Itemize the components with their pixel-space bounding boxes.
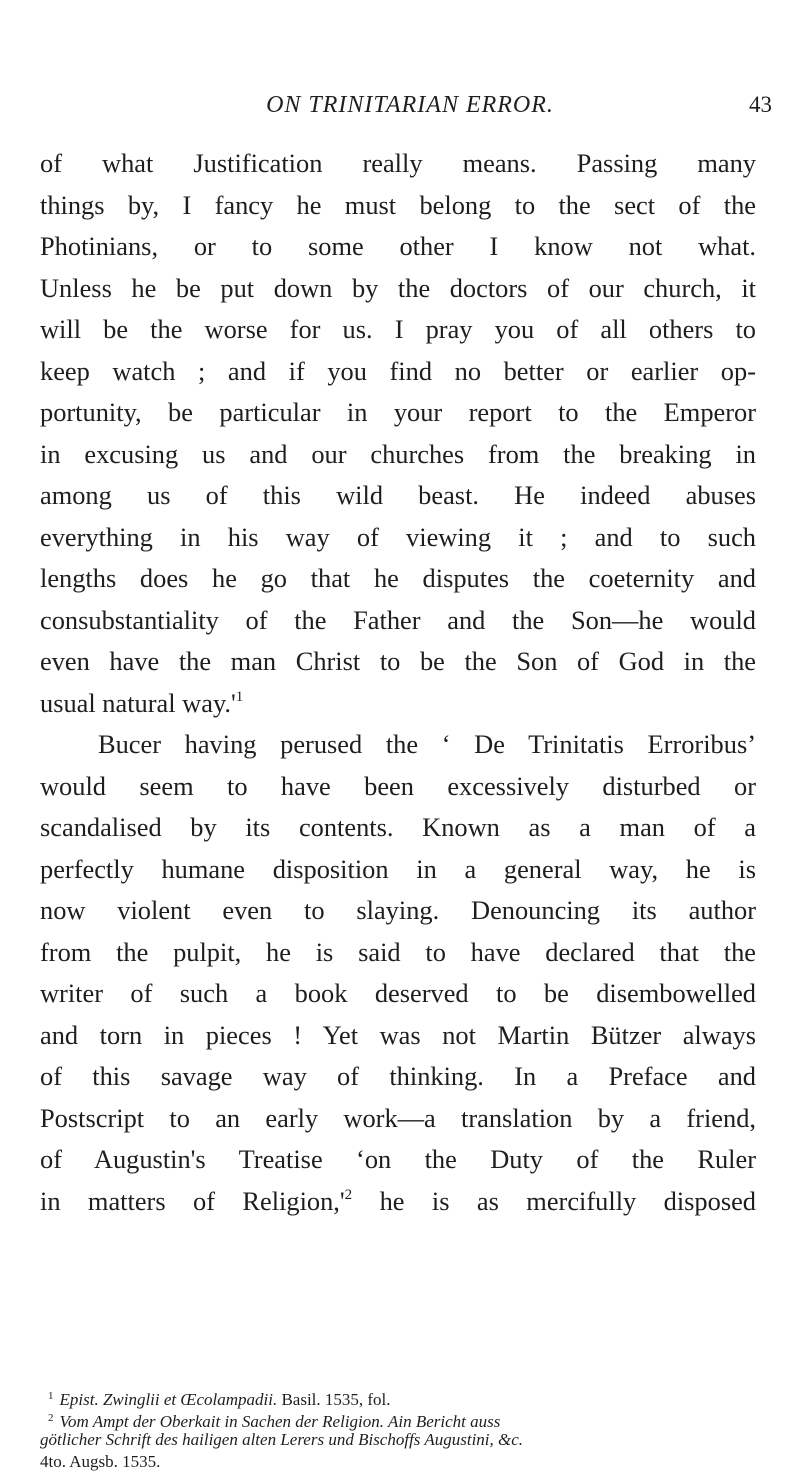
text-line (40, 683, 756, 725)
page-header (40, 88, 780, 122)
text-line: of Augustin's Treatise ‘on the Duty of the Ruler (40, 1144, 756, 1174)
text-line: will be the worse for us. I pray you of all others to (40, 314, 756, 344)
text-line: would seem to have been excessively disturbed or (40, 770, 756, 801)
text-line: in excusing us and our churches from the breaking in (40, 438, 756, 469)
text-line: of this savage way of thinking. In a Preface and (40, 1061, 756, 1091)
footnote-ref[interactable]: 2 (344, 1186, 353, 1203)
text-line: of what Justification really means. Passing many (40, 148, 756, 178)
text-line-content: he is as mercifully disposed (352, 1185, 756, 1216)
text-line: Postscript to an early work—a translation by a friend, (40, 1102, 756, 1133)
body-text (40, 143, 756, 1222)
footnote-citation: Vom Ampt der Oberkait in Sachen der Religion. Ain Bericht auss (59, 1412, 501, 1431)
footnote-2-continued: götlicher Schrift des hailigen alten Lerers und Bischoffs Augustini, &c. (40, 1430, 524, 1449)
text-line-content: usual natural way.' (40, 687, 236, 718)
text-line-content: in matters of Religion,' (40, 1185, 345, 1216)
footnote-ref[interactable]: 1 (235, 688, 244, 705)
text-line: scandalised by its contents. Known as a man of a (40, 812, 756, 842)
text-line: keep watch ; and if you find no better or earlier op- (40, 355, 756, 386)
text-line: perfectly humane disposition in a general way, he is (40, 853, 756, 884)
text-line: portunity, be particular in your report to the Emperor (40, 397, 756, 427)
text-line: from the pulpit, he is said to have declared that the (40, 936, 756, 967)
text-line: now violent even to slaying. Denouncing its author (40, 895, 756, 925)
footnote-marker: 2 (48, 1412, 54, 1424)
footnote-marker: 1 (48, 1390, 54, 1402)
text-line: Photinians, or to some other I know not what. (40, 231, 756, 261)
footnote-citation: Epist. Zwinglii et Œcolampadii. (59, 1390, 278, 1409)
text-line: Unless he be put down by the doctors of our church, it (40, 272, 756, 303)
text-line: Bucer having perused the ‘ De Trinitatis Erroribus’ (98, 729, 756, 759)
text-line: among us of this wild beast. He indeed abuses (40, 480, 756, 510)
footnote-2 (40, 1407, 756, 1429)
text-line: consubstantiality of the Father and the Son—he would (40, 604, 756, 635)
text-line: lengths does he go that he disputes the coeternity and (40, 563, 756, 593)
text-line: everything in his way of viewing it ; and to such (40, 521, 756, 552)
page-number: 43 (749, 92, 772, 117)
footnote-citation-rest: Basil. 1535, fol. (277, 1390, 391, 1409)
text-line: things by, I fancy he must belong to the sect of the (40, 189, 756, 220)
footnote-1 (40, 1385, 756, 1407)
footnotes (40, 1385, 756, 1473)
text-line: and torn in pieces ! Yet was not Martin Bützer always (40, 1019, 756, 1050)
text-line: writer of such a book deserved to be disembowelled (40, 978, 756, 1008)
text-line (40, 1181, 756, 1223)
text-line: even have the man Christ to be the Son of God in the (40, 646, 756, 676)
footnote-2-imprint: 4to. Augsb. 1535. (40, 1452, 161, 1471)
running-title: ON TRINITARIAN ERROR. (266, 92, 554, 118)
